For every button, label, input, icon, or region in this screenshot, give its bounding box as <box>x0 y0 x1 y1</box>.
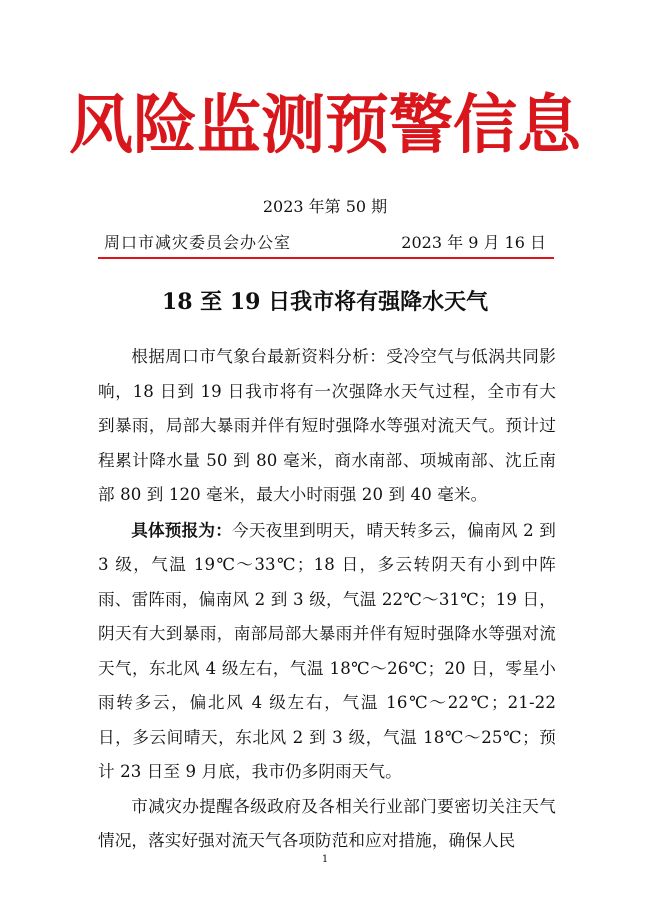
forecast-text: 今天夜里到明天，晴天转多云，偏南风 2 到 3 级，气温 19℃～33℃；18 日，多云转阴天有小到中阵雨、雷阵雨，偏南风 2 到 3 级，气温 22℃～31℃；19 日，阴天有大到暴雨，南部局部大暴雨并伴有短时强降水等强对流天气，东北风 4 级左右，气温 18℃～26℃；20 日，零星小雨转多云，偏北风 4 级左右，气温 16℃～22℃；21-22 日，多云间晴天，东北风 2 到 3 级，气温 18℃～25℃；预计 23 日至 9 月底，我市仍多阴雨天气。 <box>98 520 556 781</box>
issuing-office: 周口市减灾委员会办公室 <box>104 233 292 252</box>
issue-number: 2023 年第 50 期 <box>262 197 388 216</box>
issue-date: 2023 年 9 月 16 日 <box>401 233 546 252</box>
paragraph-forecast <box>98 513 556 790</box>
paragraph-reminder: 市减灾办提醒各级政府及各相关行业部门要密切关注天气情况，落实好强对流天气各项防范和应对措施，确保人民 <box>98 796 556 850</box>
forecast-lead: 具体预报为： <box>131 519 233 540</box>
masthead-title: 风险监测预警信息 <box>69 88 581 163</box>
document-body <box>98 340 556 859</box>
page-number: 1 <box>321 854 329 865</box>
header-divider <box>98 257 554 259</box>
paragraph-analysis: 根据周口市气象台最新资料分析：受冷空气与低涡共同影响，18 日到 19 日我市将有一次强降水天气过程，全市有大到暴雨，局部大暴雨并伴有短时强降水等强对流天气。预计过程累计降水量 50 到 80 毫米，商水南部、项城南部、沈丘南部 80 到 120 毫米，最大小时雨强 20 到 40 毫米。 <box>98 347 556 504</box>
document-title: 18 至 19 日我市将有强降水天气 <box>161 289 489 315</box>
